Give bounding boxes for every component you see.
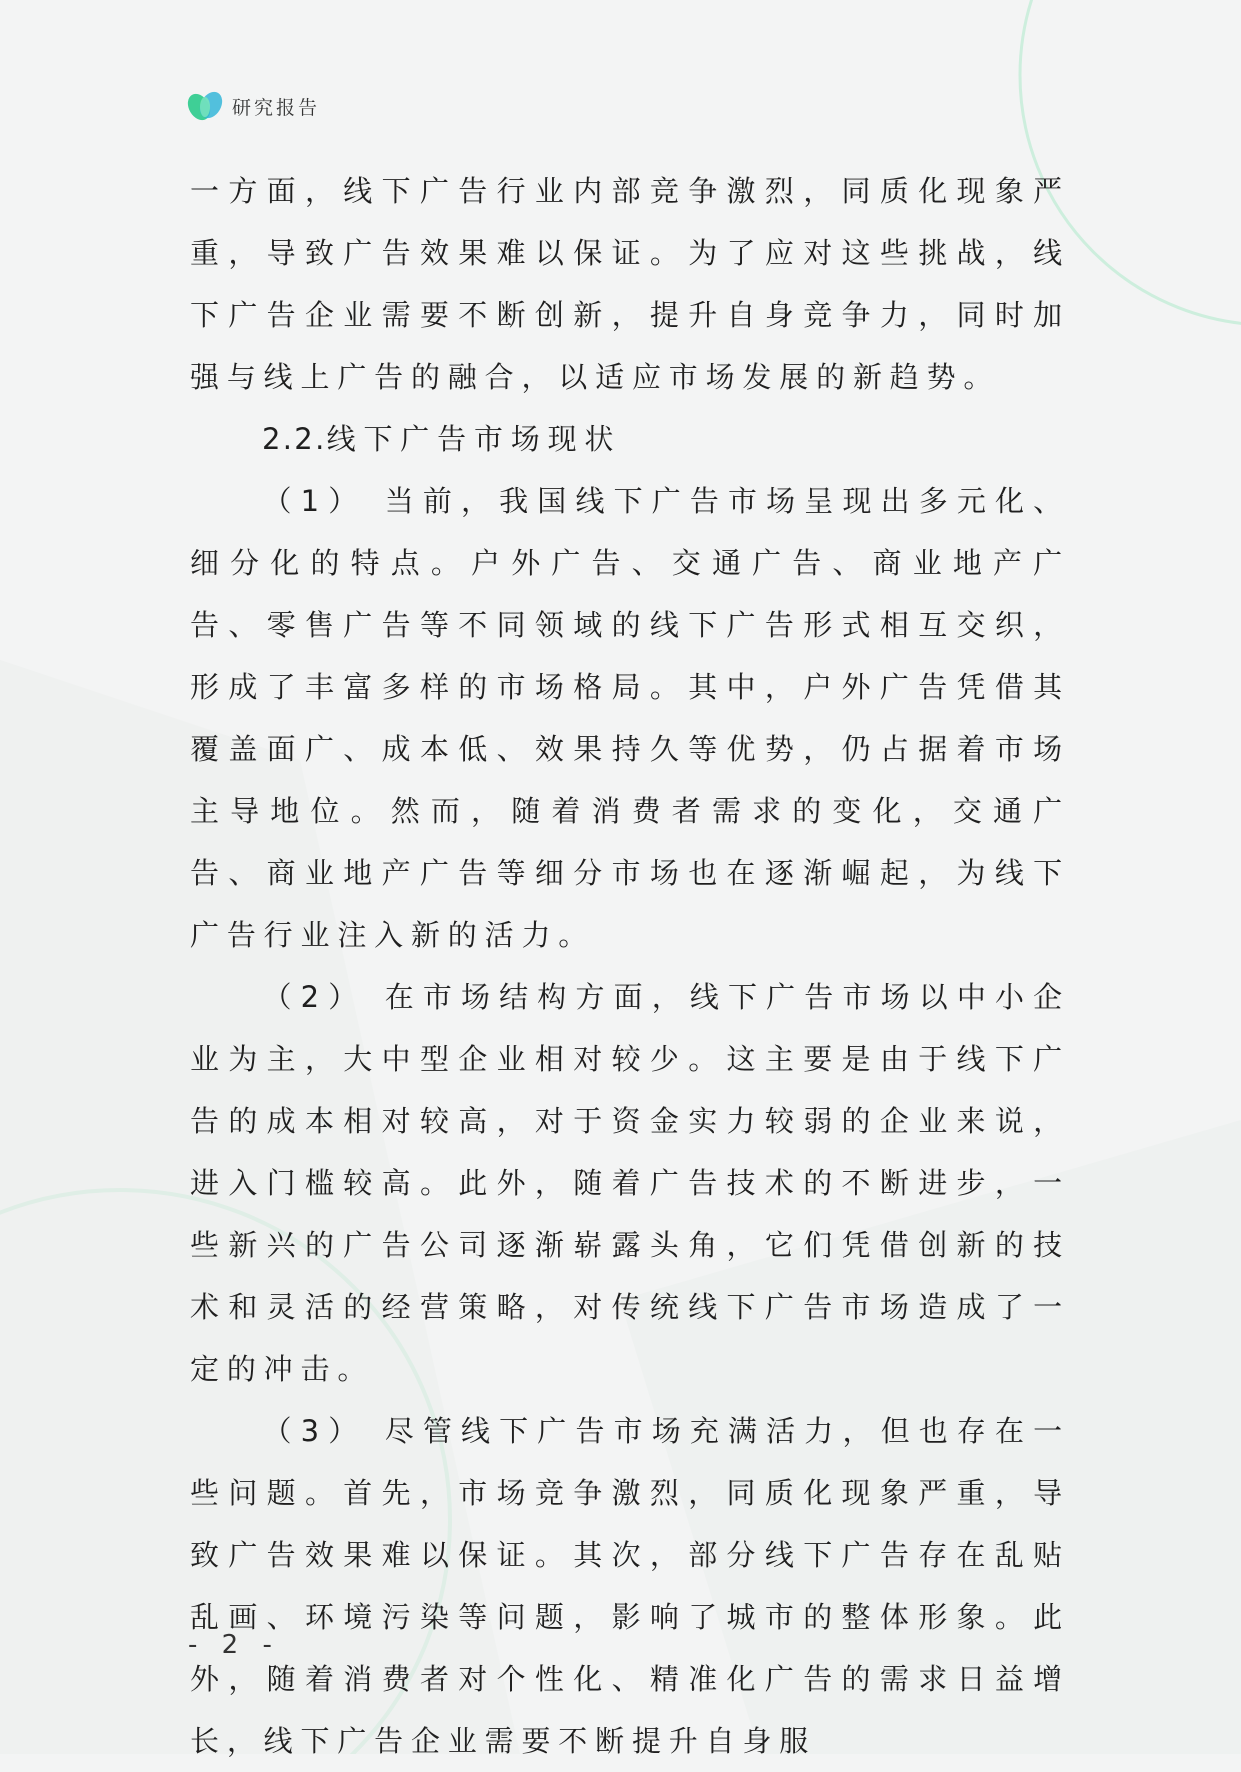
paragraph-3: （2） 在市场结构方面，线下广告市场以中小企业为主，大中型企业相对较少。这主要是由于线下广告的成本相对较高，对于资金实力较弱的企业来说，进入门槛较高。此外，随着广告技术的不断进步，一些新兴的广告公司逐渐崭露头角，它们凭借创新的技术和灵活的经营策略，对传统线下广告市场造成了一定的冲击。 xyxy=(190,980,1070,1386)
section-title: 线下广告市场现状 xyxy=(326,422,622,456)
section-number: 2.2. xyxy=(262,422,327,456)
page-number: - 2 - xyxy=(188,1630,280,1660)
paragraph-2: （1） 当前，我国线下广告市场呈现出多元化、细分化的特点。户外广告、交通广告、商业地产广告、零售广告等不同领域的线下广告形式相互交织，形成了丰富多样的市场格局。其中，户外广告凭借其覆盖面广、成本低、效果持久等优势，仍占据着市场主导地位。然而，随着消费者需求的变化，交通广告、商业地产广告等细分市场也在逐渐崛起，为线下广告行业注入新的活力。 xyxy=(190,484,1070,952)
report-header xyxy=(186,86,320,126)
header-title: 研究报告 xyxy=(232,96,321,119)
report-body xyxy=(190,160,1070,1772)
paragraph-1: 一方面，线下广告行业内部竞争激烈，同质化现象严重，导致广告效果难以保证。为了应对这些挑战，线下广告企业需要不断创新，提升自身竞争力，同时加强与线上广告的融合，以适应市场发展的新趋势。 xyxy=(190,174,1070,394)
paragraph-4: （3） 尽管线下广告市场充满活力，但也存在一些问题。首先，市场竞争激烈，同质化现象严重，导致广告效果难以保证。其次，部分线下广告存在乱贴乱画、环境污染等问题，影响了城市的整体形象。此外，随着消费者对个性化、精准化广告的需求日益增长，线下广告企业需要不断提升自身服 xyxy=(190,1414,1070,1758)
section-heading xyxy=(190,408,1070,470)
leaf-logo-icon xyxy=(186,89,224,123)
